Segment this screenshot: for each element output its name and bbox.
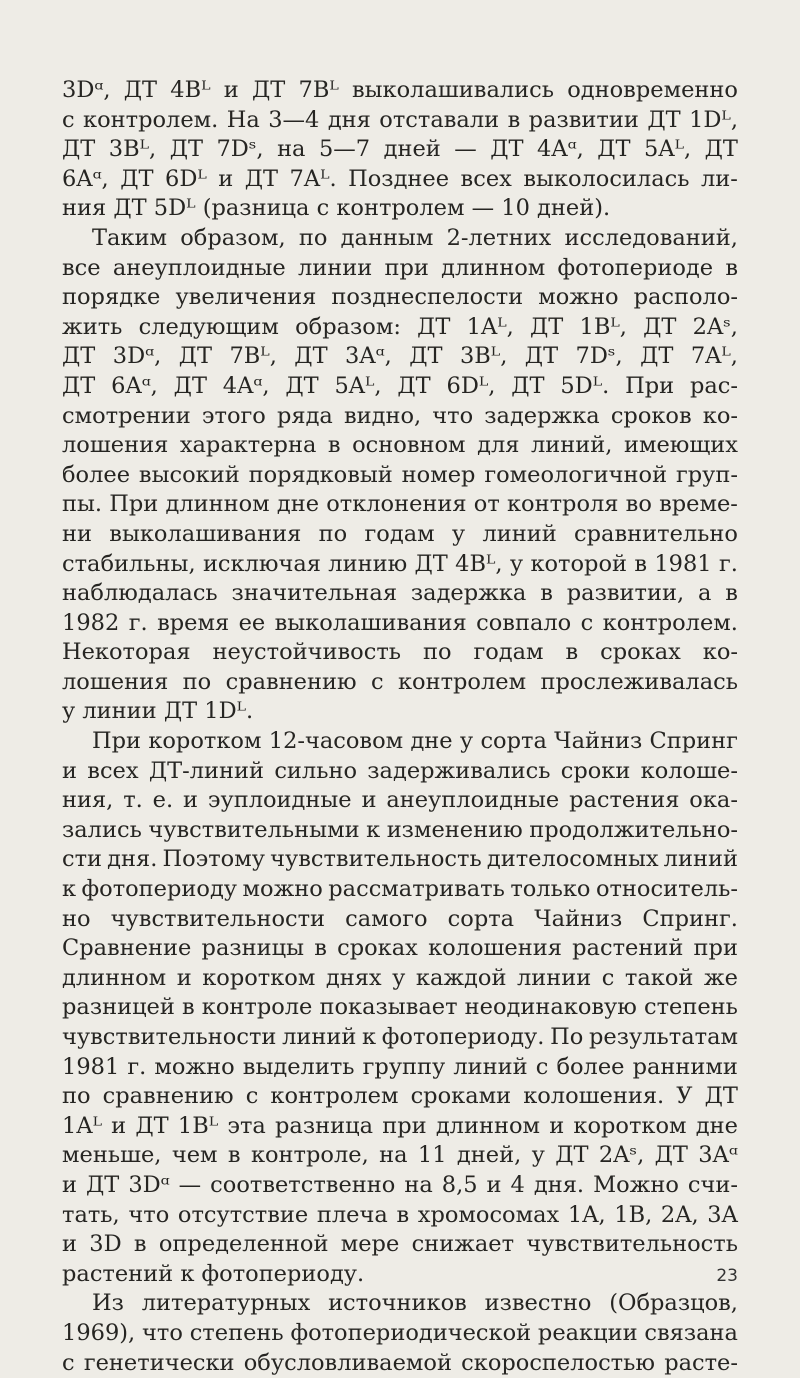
text-line: по сравнению с контролем сроками колошения. У ДТ — [62, 1083, 738, 1110]
text-line: ния, т. е. и эуплоидные и анеуплоидные растения ока- — [62, 787, 738, 814]
paragraph — [62, 1289, 738, 1378]
text-line: и ДТ 3Dᵅ — соответственно на 8,5 и 4 дня. Можно счи- — [62, 1171, 738, 1198]
paragraph — [62, 727, 738, 1289]
text-line: Сравнение разницы в сроках колошения растений при — [62, 935, 738, 962]
text-line: но чувствительности самого сорта Чайниз Спринг. — [62, 905, 738, 932]
text-line: и всех ДТ-линий сильно задерживались сроки колоше- — [62, 757, 738, 784]
text-line: Некоторая неустойчивость по годам в сроках ко- — [62, 639, 738, 666]
text-line: 3Dᵅ, ДТ 4Bᴸ и ДТ 7Bᴸ выколашивались одновременно — [62, 77, 738, 103]
text-line: длинном и коротком днях у каждой линии с такой же — [62, 964, 738, 991]
text-line: сти дня. Поэтому чувствительность дителосомных линий — [62, 846, 738, 873]
text-line: пы. При длинном дне отклонения от контроля во време- — [62, 491, 738, 518]
text-line: более высокий порядковый номер гомеологичной груп- — [62, 461, 738, 488]
text-line: лошения по сравнению с контролем прослеживалась — [62, 668, 738, 695]
text-line: ни выколашивания по годам у линий сравнительно — [62, 520, 738, 547]
text-line: ДТ 3Dᵅ, ДТ 7Bᴸ, ДТ 3Aᵅ, ДТ 3Bᴸ, ДТ 7Dˢ, ДТ 7Aᴸ, — [62, 343, 738, 370]
text-line: наблюдалась значительная задержка в развитии, а в — [62, 580, 738, 607]
text-line: разницей в контроле показывает неодинаковую степень — [62, 994, 738, 1021]
text-line: 1981 г. можно выделить группу линий с более ранними — [62, 1053, 738, 1080]
text-line: растений к фотопериоду. — [62, 1260, 365, 1287]
text-line: Из литературных источников известно (Образцов, — [92, 1290, 738, 1317]
text-line: с генетически обусловливаемой скороспелостью расте- — [62, 1349, 738, 1376]
text-line: ния ДТ 5Dᴸ (разница с контролем — 10 дней). — [62, 195, 611, 222]
text-line: и 3D в определенной мере снижает чувствительность — [62, 1231, 738, 1258]
text-line: зались чувствительными к изменению продолжительно- — [62, 816, 738, 843]
text-line: 6Aᵅ, ДТ 6Dᴸ и ДТ 7Aᴸ. Позднее всех выколосилась ли- — [62, 165, 738, 192]
text-line: Таким образом, по данным 2-летних исследований, — [92, 224, 738, 251]
paragraph — [62, 76, 738, 224]
text-line: стабильны, исключая линию ДТ 4Bᴸ, у которой в 1981 г. — [62, 550, 738, 577]
text-line: 1969), что степень фотопериодической реакции связана — [62, 1319, 738, 1346]
text-line: ДТ 3Bᴸ, ДТ 7Dˢ, на 5—7 дней — ДТ 4Aᵅ, ДТ 5Aᴸ, ДТ — [62, 136, 738, 163]
text-line: чувствительности линий к фотопериоду. По результатам — [62, 1024, 738, 1050]
text-line: лошения характерна в основном для линий, имеющих — [62, 432, 738, 459]
text-line: жить следующим образом: ДТ 1Aᴸ, ДТ 1Bᴸ, ДТ 2Aˢ, — [62, 313, 738, 340]
body-text — [62, 76, 738, 1378]
text-line: у линии ДТ 1Dᴸ. — [62, 698, 254, 725]
text-line: смотрении этого ряда видно, что задержка сроков ко- — [62, 402, 738, 429]
text-line: с контролем. На 3—4 дня отставали в развитии ДТ 1Dᴸ, — [62, 106, 738, 133]
text-line: все анеуплоидные линии при длинном фотопериоде в — [62, 254, 738, 281]
text-line: ДТ 6Aᵅ, ДТ 4Aᵅ, ДТ 5Aᴸ, ДТ 6Dᴸ, ДТ 5Dᴸ. При рас- — [62, 372, 738, 399]
text-line: меньше, чем в контроле, на 11 дней, у ДТ 2Aˢ, ДТ 3Aᵅ — [62, 1142, 738, 1169]
text-line: При коротком 12-часовом дне у сорта Чайниз Спринг — [92, 728, 738, 755]
text-line: 1982 г. время ее выколашивания совпало с контролем. — [62, 609, 738, 636]
text-line: к фотопериоду можно рассматривать только относитель- — [62, 876, 738, 903]
text-line: тать, что отсутствие плеча в хромосомах 1A, 1B, 2A, 3A — [62, 1201, 738, 1228]
paragraph — [62, 224, 738, 727]
text-line: порядке увеличения позднеспелости можно располо- — [62, 284, 738, 311]
text-line: 1Aᴸ и ДТ 1Bᴸ эта разница при длинном и коротком дне — [62, 1112, 738, 1139]
page-number: 23 — [716, 1266, 738, 1286]
